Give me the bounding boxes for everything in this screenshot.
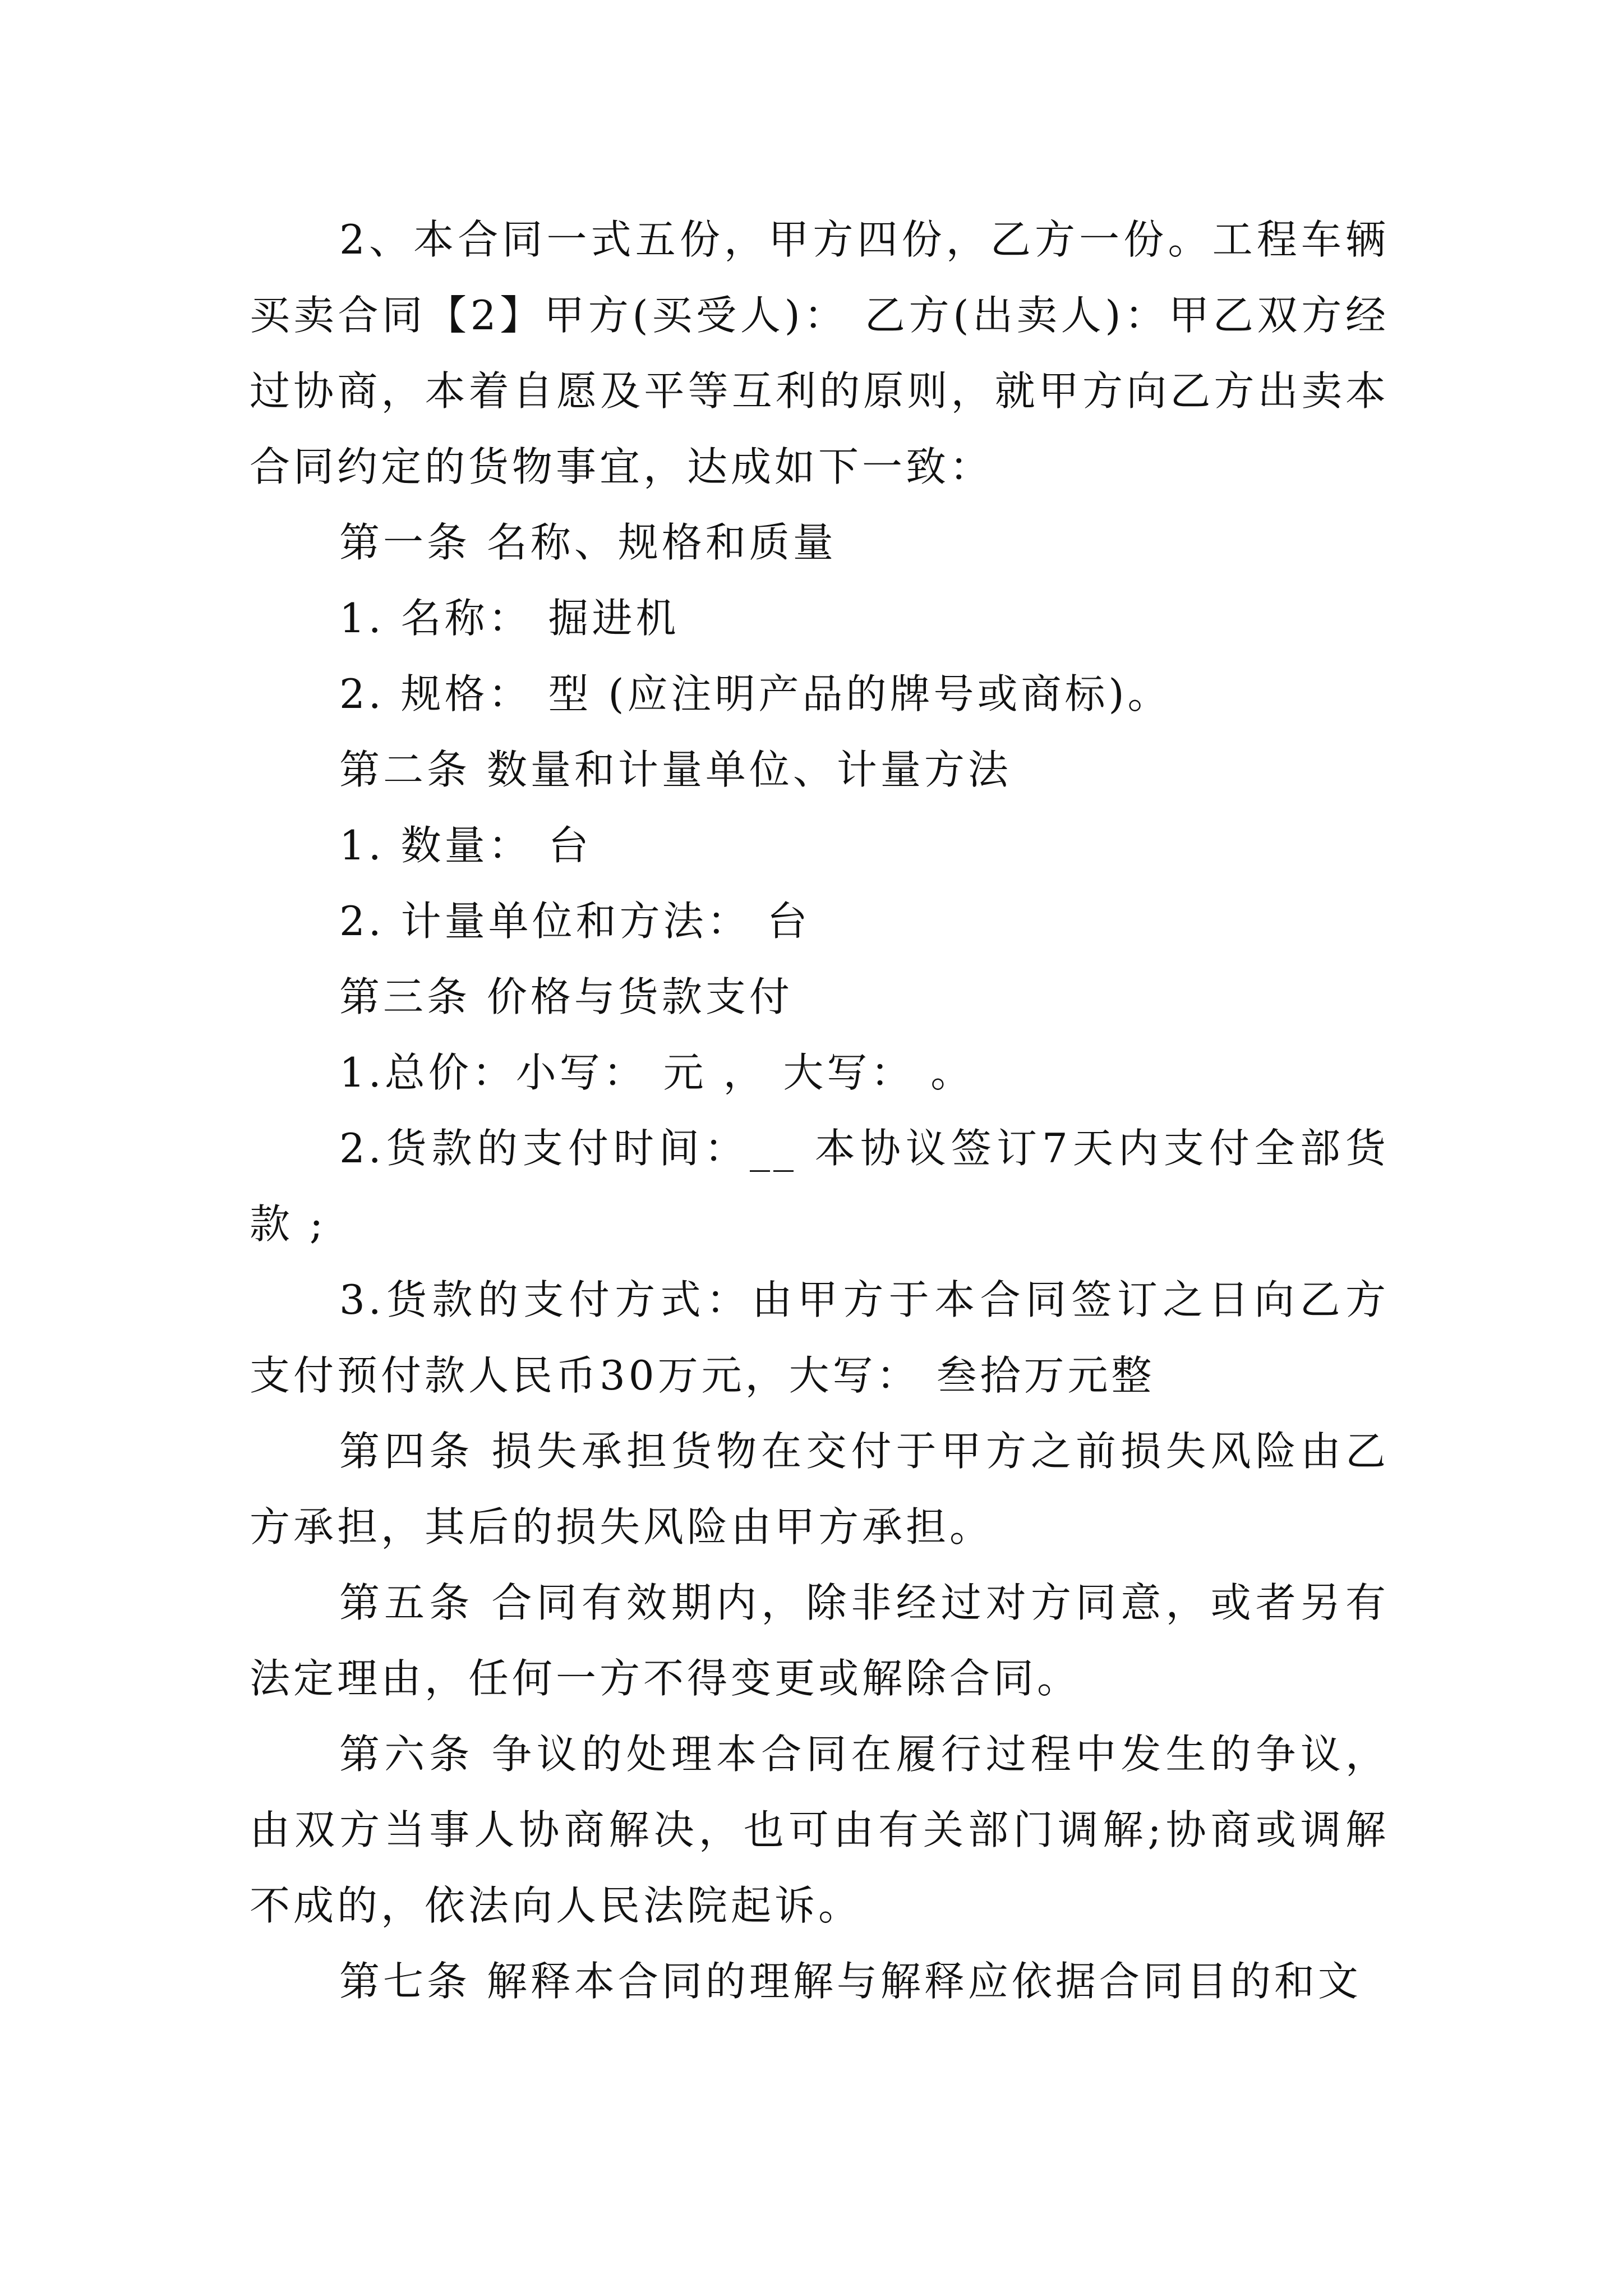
article-2-unit-method: 2. 计量单位和方法： 台 bbox=[339, 898, 811, 945]
article-1-heading: 第一条 名称、规格和质量 bbox=[339, 519, 837, 566]
article-3-payment-method: 3.货款的支付方式：由甲方于本合同签订之日向乙方支付预付款人民币30万元，大写： 叁拾万元整 bbox=[250, 1276, 1389, 1399]
article-4-loss-risk: 第四条 损失承担货物在交付于甲方之前损失风险由乙方承担，其后的损失风险由甲方承担。 bbox=[250, 1428, 1389, 1550]
article-7-interpretation: 第七条 解释本合同的理解与解释应依据合同目的和文 bbox=[339, 1958, 1362, 2005]
article-3-payment-time: 2.货款的支付时间：__ 本协议签订7天内支付全部货款 ; bbox=[250, 1125, 1389, 1248]
article-1-spec: 2. 规格： 型 (应注明产品的牌号或商标)。 bbox=[339, 670, 1172, 717]
paragraph-copies-and-preamble: 2、本合同一式五份，甲方四份，乙方一份。工程车辆买卖合同【2】甲方(买受人)： 乙方(出卖人)：甲乙双方经过协商，本着自愿及平等互利的原则，就甲方向乙方出卖本合同约定的货物事宜，达成如下一致： bbox=[250, 216, 1389, 490]
article-5-validity: 第五条 合同有效期内，除非经过对方同意，或者另有法定理由，任何一方不得变更或解除合同。 bbox=[250, 1579, 1389, 1702]
article-6-disputes: 第六条 争议的处理本合同在履行过程中发生的争议，由双方当事人协商解决，也可由有关部门调解;协商或调解不成的，依法向人民法院起诉。 bbox=[250, 1731, 1389, 1929]
article-2-quantity: 1. 数量： 台 bbox=[339, 822, 592, 869]
article-3-total-price: 1.总价：小写： 元 ， 大写： 。 bbox=[339, 1049, 975, 1096]
article-2-heading: 第二条 数量和计量单位、计量方法 bbox=[339, 746, 1012, 793]
article-1-name: 1. 名称： 掘进机 bbox=[339, 595, 680, 642]
document-body bbox=[250, 202, 1389, 2019]
article-3-heading: 第三条 价格与货款支付 bbox=[339, 973, 793, 1020]
